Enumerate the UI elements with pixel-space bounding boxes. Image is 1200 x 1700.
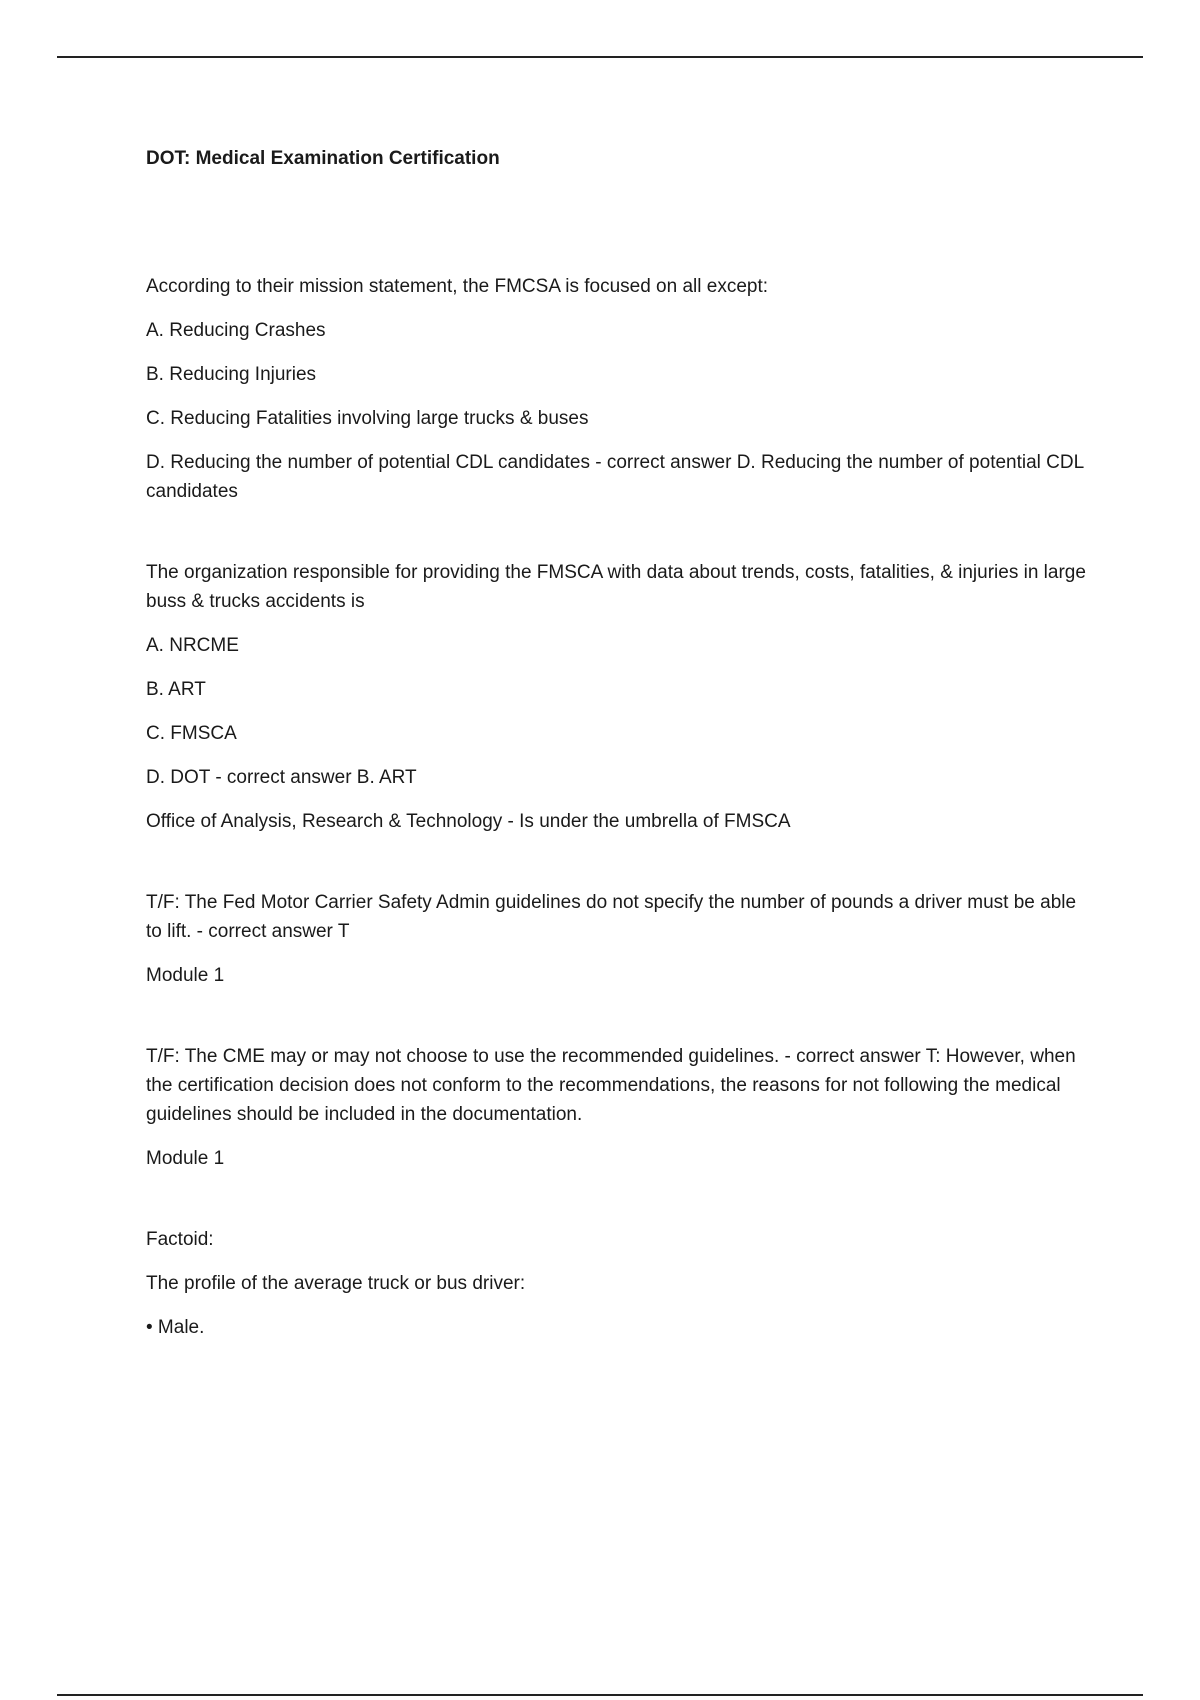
factoid-bullet: • Male. <box>146 1317 205 1338</box>
question-text: According to their mission statement, the FMCSA is focused on all except: <box>146 276 769 297</box>
answer-option: A. NRCME <box>146 635 239 656</box>
factoid-intro: The profile of the average truck or bus driver: <box>146 1273 526 1294</box>
question-note: Office of Analysis, Research & Technology - Is under the umbrella of FMSCA <box>146 811 791 832</box>
question-note: Module 1 <box>146 965 225 986</box>
question-note: Module 1 <box>146 1148 225 1169</box>
answer-option: D. Reducing the number of potential CDL candidates - correct answer D. Reducing the number of potential CDL candidates <box>146 452 1084 502</box>
question-text: T/F: The CME may or may not choose to use the recommended guidelines. - correct answer T: However, when the certification decision does not conform to the recommendations, the reasons for not following the medical guidelines should be included in the documentation. <box>146 1046 1076 1125</box>
factoid-label: Factoid: <box>146 1229 214 1250</box>
footer-rule <box>57 1694 1143 1696</box>
factoid-block <box>146 1225 1096 1342</box>
answer-option: B. ART <box>146 679 206 700</box>
question-block-3 <box>146 888 1096 990</box>
answer-option: B. Reducing Injuries <box>146 364 317 385</box>
question-block-4 <box>146 1042 1096 1173</box>
question-text: The organization responsible for providing the FMSCA with data about trends, costs, fatalities, & injuries in large buss & trucks accidents is <box>146 562 1086 612</box>
answer-option: C. Reducing Fatalities involving large trucks & buses <box>146 408 589 429</box>
header-rule <box>57 56 1143 58</box>
document-title: DOT: Medical Examination Certification <box>146 148 500 169</box>
answer-option: C. FMSCA <box>146 723 237 744</box>
answer-option: A. Reducing Crashes <box>146 320 326 341</box>
answer-option: D. DOT - correct answer B. ART <box>146 767 417 788</box>
question-block-1 <box>146 272 1096 506</box>
question-block-2 <box>146 558 1096 836</box>
question-text: T/F: The Fed Motor Carrier Safety Admin guidelines do not specify the number of pounds a driver must be able to lift. - correct answer T <box>146 892 1077 942</box>
document-body <box>146 146 1096 1394</box>
